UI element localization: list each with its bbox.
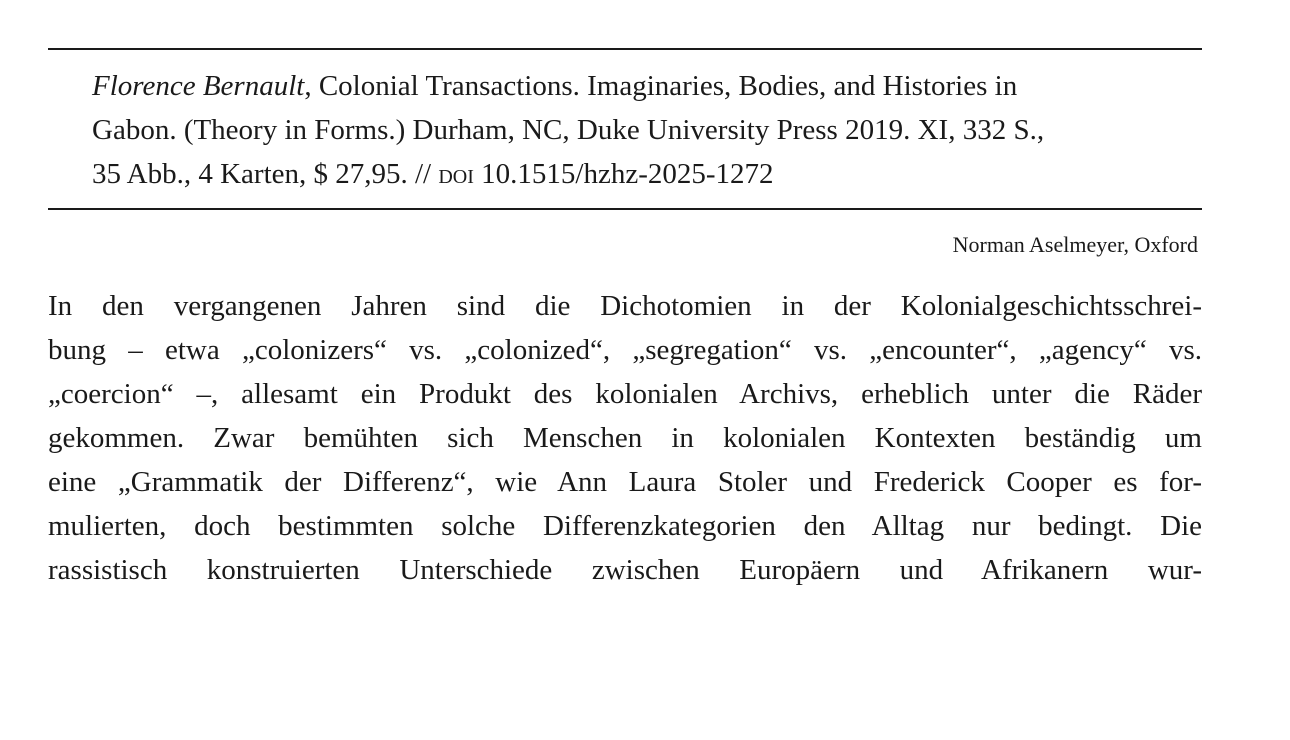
doi-value: 10.1515/hzhz-2025-1272 — [473, 158, 774, 190]
reviewer-name: Norman Aselmeyer, Oxford — [952, 232, 1198, 257]
body-line: bung – etwa „colonizers“ vs. „colonized“, „segregation“ vs. „encounter“, „agency“ vs. — [48, 334, 1202, 366]
citation-line-1 — [92, 64, 1174, 108]
review-body — [48, 284, 1202, 592]
doi-label: doi — [438, 158, 474, 190]
citation-line-3 — [92, 152, 1174, 196]
body-line: „coercion“ –, allesamt ein Produkt des kolonialen Archivs, erheblich unter die Räder — [48, 378, 1202, 410]
citation-title: , Colonial Transactions. Imaginaries, Bodies, and Histories in — [304, 70, 1018, 102]
citation-price: 35 Abb., 4 Karten, $ 27,95. // — [92, 158, 439, 190]
body-line: eine „Grammatik der Differenz“, wie Ann Laura Stoler und Frederick Cooper es for- — [48, 466, 1202, 498]
citation-line-2: Gabon. (Theory in Forms.) Durham, NC, Duke University Press 2019. XI, 332 S., — [92, 114, 1045, 146]
citation-author: Florence Bernault — [92, 70, 305, 102]
body-line: gekommen. Zwar bemühten sich Menschen in kolonialen Kontexten beständig um — [48, 422, 1202, 454]
body-line: mulierten, doch bestimmten solche Differenzkategorien den Alltag nur bedingt. Die — [48, 510, 1202, 542]
body-line: In den vergangenen Jahren sind die Dichotomien in der Kolonialgeschichtsschrei- — [48, 290, 1202, 322]
review-page — [48, 0, 1202, 592]
book-citation — [48, 50, 1202, 208]
body-line: rassistisch konstruierten Unterschiede zwischen Europäern und Afrikanern wur- — [48, 554, 1202, 586]
bottom-rule — [48, 208, 1202, 210]
